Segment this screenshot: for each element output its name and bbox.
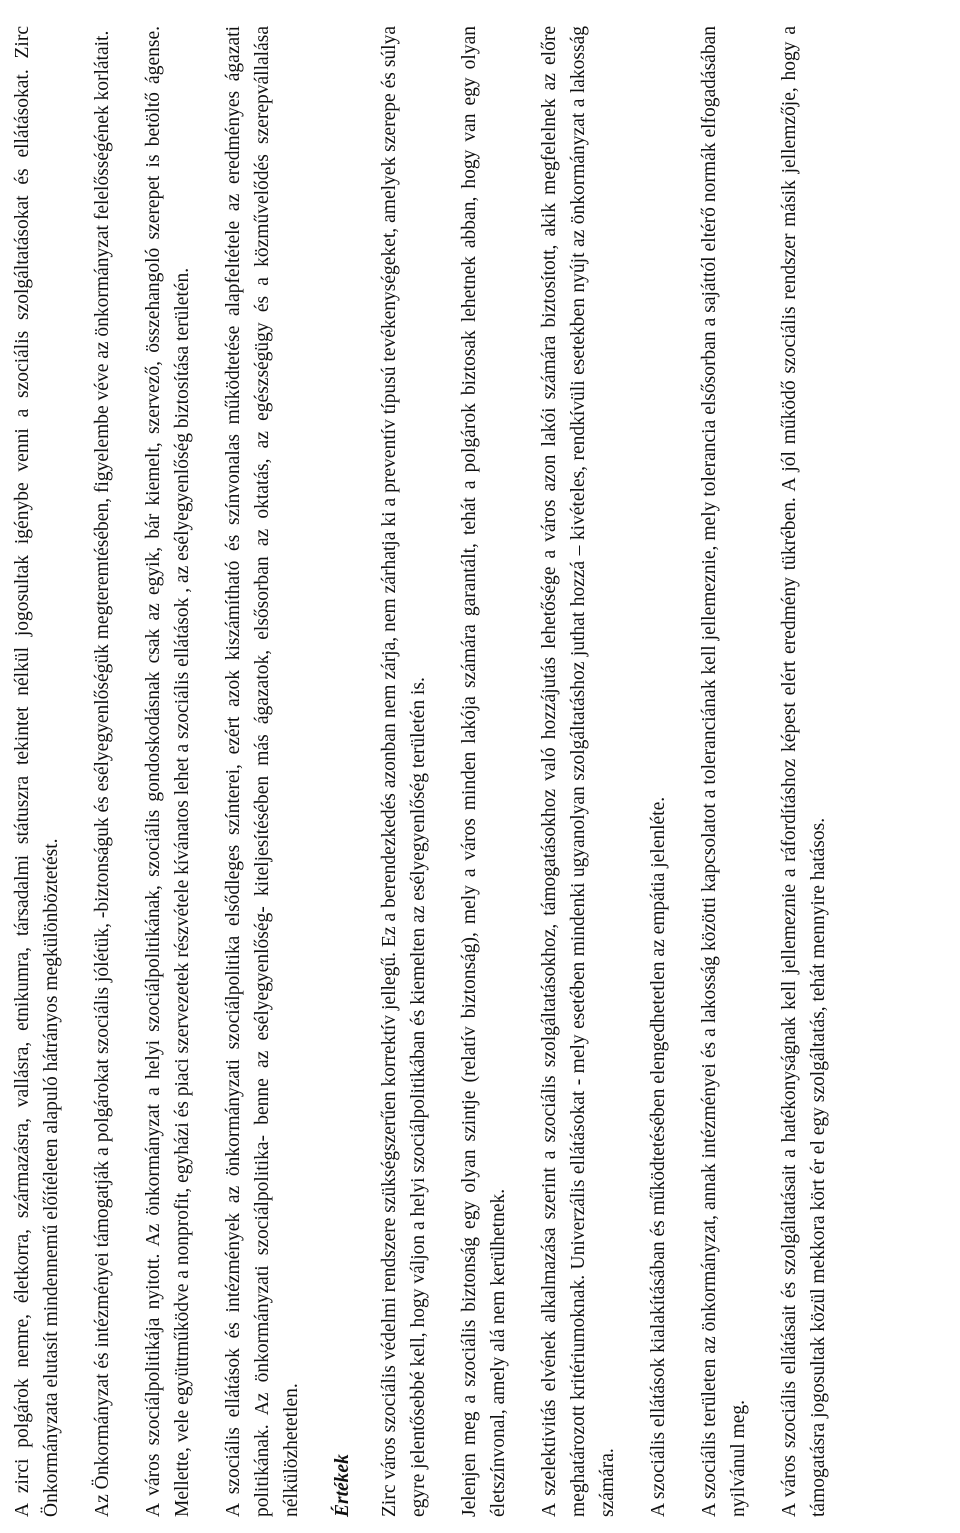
paragraph-tolerance: A szociális területen az önkormányzat, annak intézményei és a lakosság közötti kapcsolatot a toleranciának kell jellemeznie, mely tolerancia elsősorban a sajáttól eltérő normák elfogadásában nyilvánul meg.	[699, 26, 749, 1517]
section-heading-values: Értékek	[332, 1454, 353, 1517]
paragraph-efficiency: A város szociális ellátásait és szolgáltatásait a hatékonyságnak kell jellemeznie a ráfordításhoz képest elért eredmény tükrében. A jól működő szociális rendszer másik jellemzője, hogy a támogatásra jogosultak közül mekkora kört ér el egy szolgáltatás, tehát mennyire hatásos.	[779, 26, 829, 1517]
paragraph-social-institutions: A szociális ellátások és intézmények az önkormányzati szociálpolitika elsődleges színterei, ezért azok kiszámítható és színvonalas működtetése alapfeltétele az eredményes ágazati politikának. Az önkormányzati szociálpolitika- benne az esélyegyenlőség- kiteljesítésében más ágazatok, elsősorban az oktatás, az egészségügy és a közművelődés szerepvállalása nélkülözhetetlen.	[223, 26, 302, 1517]
paragraph-selectivity: A szelektivitás elvének alkalmazása szerint a szociális szolgáltatásokhoz, támogatásokhoz való hozzájutás lehetősége a város azon lakói számára biztosított, akik megfelelnek az előre meghatározott kritériumoknak. Univerzális ellátásokat - mely esetében mindenki ugyanolyan szolgáltatáshoz juthat hozzá – kivételes, rendkívüli esetekben nyújt az önkormányzat a lakosság számára.	[539, 26, 618, 1517]
paragraph-open-social-policy: A város szociálpolitikája nyitott. Az önkormányzat a helyi szociálpolitikának, szociális gondoskodásnak csak az egyik, bár kiemelt, szervező, összehangoló szerepet is betöltő ágense. Mellette, vele együttműködve a nonprofit, egyházi és piaci szervezetek részvétele kívánatos lehet a szociális ellátások , az esélyegyenlőség biztosítása területén.	[143, 26, 193, 1517]
paragraph-equal-access: A zirci polgárok nemre, életkorra, származásra, vallásra, etnikumra, társadalmi státuszra tekintet nélkül jogosultak igénybe venni a szociális szolgáltatásokat és ellátásokat. Zirc Önkormányzata elutasít mindennemű előítéleten alapuló hátrányos megkülönböztetést.	[12, 26, 62, 1517]
paragraph-municipal-support: Az Önkormányzat és intézményei támogatják a polgárokat szociális jólétük, -biztonságuk és esélyegyenlőségük megteremtésében, figyelembe véve az önkormányzat felelősségének korlátait.	[92, 30, 113, 1517]
paragraph-corrective-system: Zirc város szociális védelmi rendszere szükségszerűen korrektív jellegű. Ez a berendezkedés azonban nem zárja, nem zárhatja ki a preventív típusú tevékenységeket, amelyek szerepe és súlya egyre jelentősebbé kell, hogy váljon a helyi szociálpolitikában és kiemelten az esélyegyenlőség területén is.	[379, 26, 429, 1517]
paragraph-empathy: A szociális ellátások kialakításában és működtetésében elengedhetetlen az empátia jelenléte.	[648, 796, 669, 1517]
paragraph-social-security-level: Jelenjen meg a szociális biztonság egy olyan szintje (relatív biztonság), mely a város minden lakója számára garantált, tehát a polgárok biztosak lehetnek abban, hogy van egy olyan életszínvonal, amely alá nem kerülhetnek.	[459, 26, 509, 1517]
